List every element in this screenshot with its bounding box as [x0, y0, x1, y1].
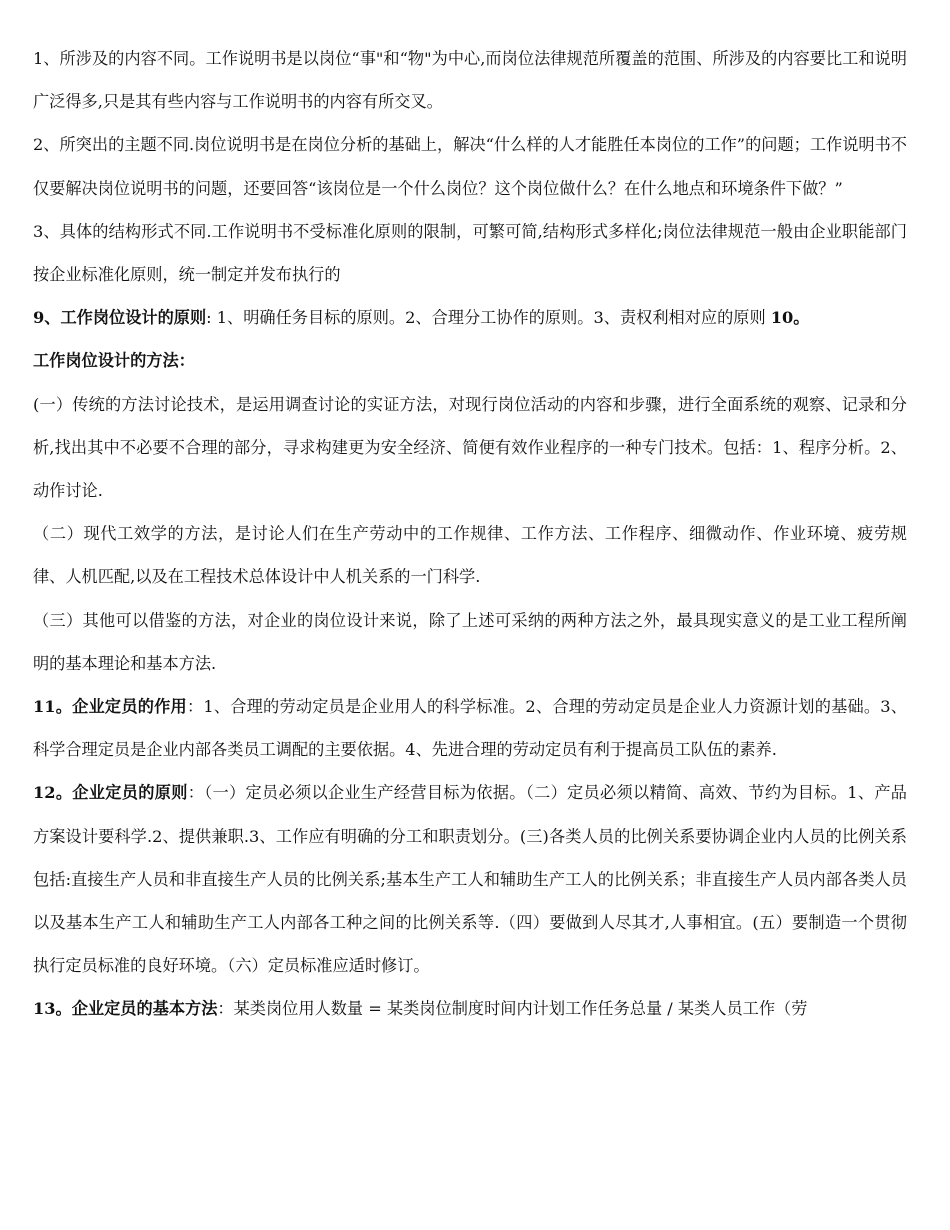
paragraph-9-design-principles [33, 296, 907, 339]
section-heading: 11。企业定员的作用 [33, 697, 187, 717]
paragraph-2 [33, 123, 907, 209]
section-heading: 工作岗位设计的方法： [33, 351, 195, 371]
section-number: 10。 [770, 308, 810, 328]
paragraph-text: ：某类岗位用人数量 = 某类岗位制度时间内计划工作任务总量 / 某类人员工作（劳 [217, 999, 808, 1019]
paragraph-text: 3、具体的结构形式不同.工作说明书不受标准化原则的限制，可繁可简,结构形式多样化;岗位法律规范一般由企业职能部门按企业标准化原则，统一制定并发布执行的 [33, 221, 907, 285]
paragraph-12-staffing-principles [33, 771, 907, 987]
paragraph-3 [33, 210, 907, 296]
paragraph-method-1 [33, 383, 907, 513]
paragraph-13-staffing-methods [33, 987, 907, 1030]
paragraph-1 [33, 37, 907, 123]
paragraph-11-staffing-role [33, 685, 907, 771]
paragraph-method-2 [33, 512, 907, 598]
paragraph-text: 2、所突出的主题不同.岗位说明书是在岗位分析的基础上，解决“什么样的人才能胜任本岗位的工作”的问题；工作说明书不仅要解决岗位说明书的问题，还要回答“该岗位是一个什么岗位？这个岗位做什么？在什么地点和环境条件下做？” [33, 135, 907, 198]
paragraph-text: （二）现代工效学的方法，是讨论人们在生产劳动中的工作规律、工作方法、工作程序、细微动作、作业环境、疲劳规律、人机匹配,以及在工程技术总体设计中人机关系的一门科学. [33, 524, 907, 587]
paragraph-text: : 1、明确任务目标的原则。2、合理分工协作的原则。3、责权利相对应的原则 [206, 308, 771, 328]
section-heading: 13。企业定员的基本方法 [33, 999, 218, 1019]
document-page [33, 37, 907, 1031]
section-heading: 12。企业定员的原则 [33, 783, 188, 803]
paragraph-text: (一）传统的方法讨论技术，是运用调查讨论的实证方法，对现行岗位活动的内容和步骤，进行全面系统的观察、记录和分析,找出其中不必要不合理的部分，寻求构建更为安全经济、简便有效作业程序的一种专门技术。包括：1、程序分析。2、动作讨论. [33, 394, 907, 501]
paragraph-text: （三）其他可以借鉴的方法，对企业的岗位设计来说，除了上述可采纳的两种方法之外，最具现实意义的是工业工程所阐明的基本理论和基本方法. [33, 610, 907, 673]
paragraph-text: 1、所涉及的内容不同。工作说明书是以岗位“事"和“物"为中心,而岗位法律规范所覆盖的范围、所涉及的内容要比工和说明广泛得多,只是其有些内容与工作说明书的内容有所交叉。 [33, 49, 907, 112]
paragraph-method-3 [33, 599, 907, 685]
paragraph-text: ：（一）定员必须以企业生产经营目标为依据。（二）定员必须以精简、高效、节约为目标。1、产品方案设计要科学.2、提供兼职.3、工作应有明确的分工和职责划分。(三)各类人员的比例关系要协调企业内人员的比例关系包括:直接生产人员和非直接生产人员的比例关系;基本生产工人和辅助生产工人的比例关系；非直接生产人员内部各类人员以及基本生产工人和辅助生产工人内部各工种之间的比例关系等.（四）要做到人尽其才,人事相宜。(五）要制造一个贯彻执行定员标准的良好环境。（六）定员标准应适时修订。 [33, 783, 907, 976]
paragraph-text: ：1、合理的劳动定员是企业用人的科学标准。2、合理的劳动定员是企业人力资源计划的基础。3、科学合理定员是企业内部各类员工调配的主要依据。4、先进合理的劳动定员有利于提高员工队伍的素养. [33, 697, 907, 760]
section-heading: 9、工作岗位设计的原则 [33, 308, 207, 328]
paragraph-10-design-methods-heading [33, 339, 907, 382]
